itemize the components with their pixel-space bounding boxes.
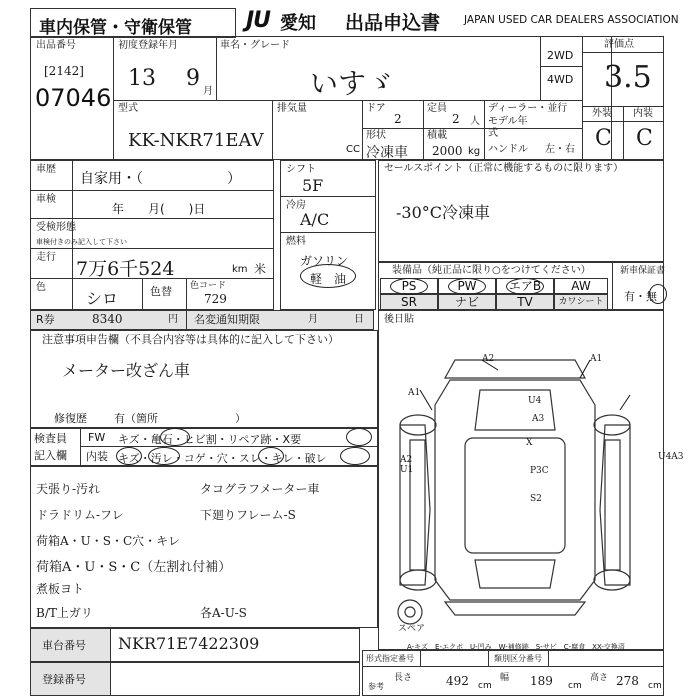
r-ticket-value: 8340: [92, 312, 123, 326]
equipment-item: AW: [554, 278, 608, 294]
entry-label: 記入欄: [34, 449, 67, 462]
damage-mark: P3C: [530, 466, 549, 476]
acceptance-sub: 車検付きのみ記入して下さい: [36, 238, 127, 246]
note-left-item: ドラドリム-フレ: [36, 508, 124, 522]
chassis-value: NKR71E7422309: [118, 634, 260, 653]
form-title: 出品申込書: [345, 12, 441, 34]
note-right-item: タコグラフメーター車: [200, 482, 320, 496]
yen-unit: 円: [168, 314, 178, 325]
length-unit: cm: [478, 681, 492, 691]
lot-number: 07046: [35, 84, 112, 112]
ref-label: 参考: [368, 682, 384, 691]
door-value: 2: [394, 112, 402, 126]
damage-mark: A1: [590, 354, 603, 364]
exterior-label: 外装: [592, 108, 612, 119]
repair-value: 有（箇所 ）: [114, 412, 246, 425]
equipment-item: SR: [380, 294, 438, 310]
model-label: 型式: [118, 103, 138, 114]
note-left-item: 荷箱A・U・S・C（左割れ付補）: [36, 560, 232, 575]
form-num-label: 形式指定番号: [366, 654, 414, 663]
equipment-label: 装備品（純正品に限り○をつけてください）: [392, 265, 591, 276]
color-code-value: 729: [204, 292, 227, 306]
exterior-grade: C: [595, 126, 612, 151]
length-value: 492: [446, 674, 469, 688]
fw-mark-circle-1: [160, 428, 190, 446]
shift-label: シフト: [286, 164, 316, 175]
equipment-item: カワシート: [554, 294, 608, 310]
reg-label: 登録番号: [42, 673, 86, 686]
chassis-label: 車台番号: [42, 639, 86, 652]
equipment-circle: [506, 278, 544, 295]
damage-mark: A3: [532, 414, 545, 424]
interior-mark-circle-4: [340, 447, 370, 465]
color-label: 色: [36, 282, 46, 293]
shift-value: 5F: [302, 176, 324, 195]
damage-legend: A-キズ E-エクボ U-凹み W-補修跡 S-サビ C-腐食 XX-交換済: [407, 643, 625, 651]
interior-mark-circle-2: [148, 447, 180, 465]
month-label: 月: [308, 314, 318, 325]
note-right-item: 各A-U-S: [200, 606, 247, 620]
cc-unit: CC: [346, 144, 360, 155]
km-unit: km: [232, 264, 248, 275]
model-year-label: モデル年式: [488, 116, 528, 139]
drive-4wd: 4WD: [547, 73, 574, 86]
car-damage-diagram: [380, 330, 662, 650]
equipment-item: エアB: [496, 278, 554, 294]
drive-2wd: 2WD: [547, 49, 574, 62]
mileage-value: 7万6千524: [76, 258, 175, 280]
equipment-item: ナビ: [438, 294, 496, 310]
color-code-label: 色コード: [190, 281, 227, 291]
association-name: JAPAN USED CAR DEALERS ASSOCIATION: [464, 14, 679, 26]
equipment-circle: [390, 278, 428, 295]
damage-mark: A2: [482, 354, 495, 364]
displacement-label: 排気量: [277, 103, 307, 114]
warranty-options: 有・無: [624, 290, 657, 303]
warranty-circle: [649, 284, 667, 304]
spare-label: スペア: [398, 624, 426, 634]
inspection-value: 年 月( )日: [112, 202, 206, 216]
fw-label: FW: [88, 431, 106, 444]
height-label: 高さ: [590, 673, 609, 683]
damage-mark: U4A3: [658, 452, 684, 462]
cat-label: 類別区分番号: [494, 654, 542, 663]
dealer-label: ディーラー・並行: [488, 103, 568, 114]
acceptance-label: 受検形態: [36, 222, 76, 233]
lot-bracket: [2142]: [44, 64, 84, 78]
history-value: 自家用・（ ）: [80, 171, 241, 187]
aircon-label: 冷房: [286, 200, 306, 211]
width-value: 189: [530, 674, 553, 688]
ju-logo: JU: [246, 8, 271, 33]
meter-mark: 米: [254, 262, 267, 276]
remarks-label: 注意事項申告欄（不具合内容等は具体的に記入して下さい）: [42, 333, 339, 346]
equipment-item: PS: [380, 278, 438, 294]
interior-mark-circle-3: [258, 447, 284, 465]
reg-value-box: [110, 662, 360, 696]
length-label: 長さ: [394, 673, 413, 683]
score-value: 3.5: [604, 60, 652, 95]
damage-mark: S2: [530, 494, 542, 504]
storage-note-box: [30, 8, 236, 38]
door-label: ドア: [366, 103, 386, 114]
equipment-item: TV: [496, 294, 554, 310]
handle-options: 左・右: [545, 144, 575, 155]
day-label: 日: [354, 314, 364, 325]
mileage-label: 走行: [36, 252, 56, 263]
first-reg-month: 9: [186, 66, 200, 91]
name-change-label: 名変通知期限: [194, 313, 260, 326]
color-swap-label: 色替: [150, 285, 172, 298]
equipment-circle: [448, 278, 486, 295]
interior-mark-circle-1: [116, 447, 142, 465]
fuel-label: 燃料: [286, 236, 306, 247]
handle-label: ハンドル: [488, 144, 528, 155]
fuel-diesel: 軽 油: [310, 272, 347, 286]
note-left-item: B/T上ガリ: [36, 606, 93, 620]
history-label: 車歴: [36, 164, 56, 175]
body-value: 冷凍車: [366, 145, 408, 161]
interior-grade: C: [636, 126, 653, 151]
aircon-value: A/C: [300, 210, 330, 229]
fuel-gasoline: ガソリン: [300, 254, 349, 268]
capacity-label: 定員: [427, 103, 447, 114]
first-reg-label: 初度登録年月: [118, 40, 178, 51]
damage-mark: A1: [408, 388, 421, 398]
interior-items: キズ・汚レ・コゲ・穴・スレ・キレ・破レ: [118, 452, 327, 465]
r-ticket-label: R券: [36, 313, 55, 326]
interior-label: 内装: [633, 108, 653, 119]
model-value: KK-NKR71EAV: [128, 130, 264, 151]
kg-unit: kg: [468, 146, 481, 157]
repair-label: 修復歴: [54, 412, 87, 425]
width-unit: cm: [568, 681, 582, 691]
color-value: シロ: [86, 289, 119, 308]
capacity-value: 2: [452, 112, 460, 126]
name-label: 車名・グレード: [220, 40, 290, 51]
lot-label: 出品番号: [36, 40, 76, 51]
damage-mark: X: [526, 438, 533, 448]
inspection-label: 車検: [36, 194, 56, 205]
month-unit: 月: [203, 86, 213, 97]
load-label: 積載: [427, 130, 447, 141]
body-label: 形状: [366, 130, 386, 141]
note-right-item: 下廻りフレーム-S: [200, 508, 296, 522]
inspector-label: 検査員: [34, 432, 67, 445]
load-value: 2000: [432, 144, 463, 158]
fw-items: キズ・亀石・ヒビ割・リペア跡・X要: [118, 433, 302, 446]
note-left-item: 天張り-汚れ: [36, 482, 101, 496]
storage-note: 車内保管・守衛保管: [39, 18, 192, 38]
name-value: いすゞ: [310, 67, 395, 100]
equipment-item: PW: [438, 278, 496, 294]
width-label: 幅: [500, 673, 510, 683]
remarks-value: メーター改ざん車: [62, 361, 191, 380]
height-unit: cm: [648, 681, 662, 691]
height-value: 278: [616, 674, 639, 688]
person-unit: 人: [470, 116, 480, 127]
note-left-item: 荷箱A・U・S・C穴・キレ: [36, 534, 181, 548]
sales-point-value: -30°C冷凍車: [396, 203, 491, 222]
score-label: 評価点: [604, 39, 634, 50]
fuel-diesel-circle: [300, 264, 356, 288]
warranty-label: 新車保証書: [620, 266, 666, 276]
damage-mark: A2 U1: [400, 455, 414, 475]
damage-mark: U4: [528, 396, 542, 406]
fw-mark-circle-2: [346, 428, 372, 446]
sales-point-label: セールスポイント（正常に機能するものに限ります）: [384, 163, 624, 174]
org-name: 愛知: [280, 13, 316, 34]
interior-inspect-label: 内装: [86, 450, 108, 463]
first-reg-year: 13: [128, 66, 156, 91]
rear-label: 後日貼: [384, 314, 414, 325]
note-left-item: 煮板ヨト: [36, 582, 85, 596]
